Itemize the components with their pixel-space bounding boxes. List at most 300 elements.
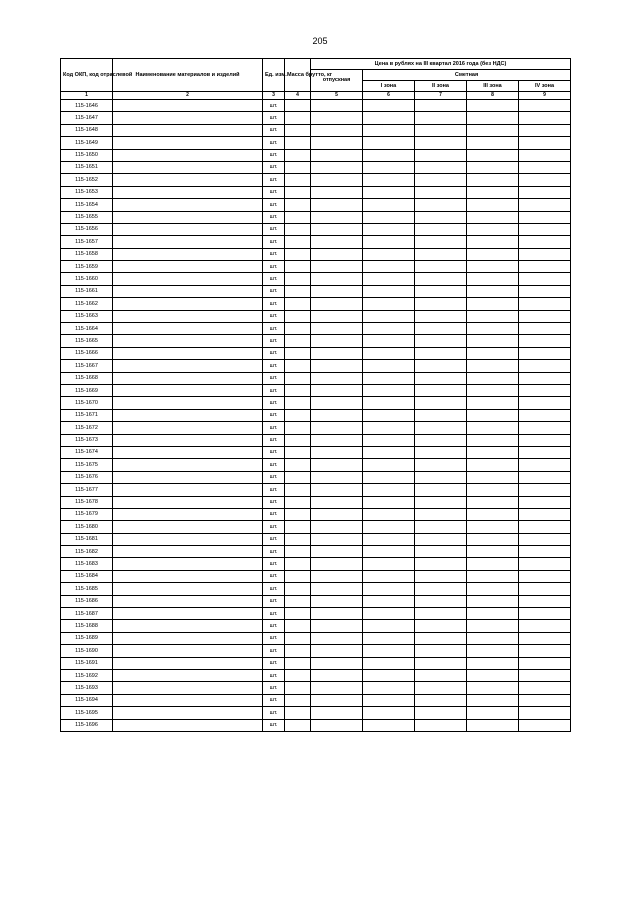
- unit-cell: шт.: [263, 335, 285, 347]
- name-cell: [113, 397, 263, 409]
- zone2-price-cell: [415, 694, 467, 706]
- table-row: [61, 682, 571, 694]
- table-row: [61, 347, 571, 359]
- column-number: 8: [467, 92, 519, 100]
- header-code: Код ОКП, код отраслевой: [61, 59, 113, 92]
- unit-cell: шт.: [263, 100, 285, 112]
- zone2-price-cell: [415, 186, 467, 198]
- code-cell: 115-1686: [61, 595, 113, 607]
- zone4-price-cell: [519, 236, 571, 248]
- name-cell: [113, 360, 263, 372]
- name-cell: [113, 211, 263, 223]
- zone1-price-cell: [363, 620, 415, 632]
- zone1-price-cell: [363, 335, 415, 347]
- mass-cell: [285, 546, 311, 558]
- code-cell: 115-1677: [61, 484, 113, 496]
- table-row: [61, 595, 571, 607]
- table-row: [61, 496, 571, 508]
- mass-cell: [285, 682, 311, 694]
- zone1-price-cell: [363, 546, 415, 558]
- zone2-price-cell: [415, 669, 467, 681]
- table-row: [61, 707, 571, 719]
- name-cell: [113, 533, 263, 545]
- release-price-cell: [311, 174, 363, 186]
- zone3-price-cell: [467, 533, 519, 545]
- code-cell: 115-1679: [61, 508, 113, 520]
- table-row: [61, 298, 571, 310]
- table-row: [61, 669, 571, 681]
- table-row: [61, 149, 571, 161]
- code-cell: 115-1691: [61, 657, 113, 669]
- zone3-price-cell: [467, 583, 519, 595]
- code-cell: 115-1652: [61, 174, 113, 186]
- table-row: [61, 645, 571, 657]
- release-price-cell: [311, 546, 363, 558]
- mass-cell: [285, 323, 311, 335]
- unit-cell: шт.: [263, 459, 285, 471]
- zone4-price-cell: [519, 124, 571, 136]
- zone1-price-cell: [363, 459, 415, 471]
- mass-cell: [285, 112, 311, 124]
- header-unit: Ед. изм.: [263, 59, 285, 92]
- zone1-price-cell: [363, 137, 415, 149]
- unit-cell: шт.: [263, 558, 285, 570]
- zone1-price-cell: [363, 434, 415, 446]
- mass-cell: [285, 583, 311, 595]
- zone1-price-cell: [363, 149, 415, 161]
- zone3-price-cell: [467, 100, 519, 112]
- zone3-price-cell: [467, 335, 519, 347]
- table-row: [61, 124, 571, 136]
- zone2-price-cell: [415, 558, 467, 570]
- name-cell: [113, 285, 263, 297]
- table-row: [61, 384, 571, 396]
- release-price-cell: [311, 323, 363, 335]
- zone2-price-cell: [415, 236, 467, 248]
- zone4-price-cell: [519, 335, 571, 347]
- zone3-price-cell: [467, 149, 519, 161]
- zone3-price-cell: [467, 682, 519, 694]
- zone4-price-cell: [519, 521, 571, 533]
- code-cell: 115-1694: [61, 694, 113, 706]
- table-row: [61, 546, 571, 558]
- column-number: 1: [61, 92, 113, 100]
- unit-cell: шт.: [263, 285, 285, 297]
- release-price-cell: [311, 632, 363, 644]
- code-cell: 115-1692: [61, 669, 113, 681]
- unit-cell: шт.: [263, 570, 285, 582]
- zone1-price-cell: [363, 347, 415, 359]
- zone4-price-cell: [519, 310, 571, 322]
- zone3-price-cell: [467, 669, 519, 681]
- zone4-price-cell: [519, 100, 571, 112]
- unit-cell: шт.: [263, 174, 285, 186]
- release-price-cell: [311, 335, 363, 347]
- mass-cell: [285, 471, 311, 483]
- mass-cell: [285, 707, 311, 719]
- zone2-price-cell: [415, 112, 467, 124]
- mass-cell: [285, 347, 311, 359]
- zone2-price-cell: [415, 137, 467, 149]
- release-price-cell: [311, 298, 363, 310]
- table-row: [61, 137, 571, 149]
- column-numbers-row: [61, 92, 571, 100]
- zone3-price-cell: [467, 323, 519, 335]
- zone3-price-cell: [467, 595, 519, 607]
- code-cell: 115-1678: [61, 496, 113, 508]
- column-number: 9: [519, 92, 571, 100]
- zone1-price-cell: [363, 496, 415, 508]
- zone3-price-cell: [467, 719, 519, 731]
- zone4-price-cell: [519, 570, 571, 582]
- name-cell: [113, 161, 263, 173]
- unit-cell: шт.: [263, 682, 285, 694]
- mass-cell: [285, 496, 311, 508]
- unit-cell: шт.: [263, 236, 285, 248]
- zone2-price-cell: [415, 298, 467, 310]
- zone3-price-cell: [467, 372, 519, 384]
- zone2-price-cell: [415, 360, 467, 372]
- unit-cell: шт.: [263, 360, 285, 372]
- release-price-cell: [311, 583, 363, 595]
- header-zone-1: I зона: [363, 81, 415, 92]
- code-cell: 115-1684: [61, 570, 113, 582]
- mass-cell: [285, 484, 311, 496]
- code-cell: 115-1683: [61, 558, 113, 570]
- mass-cell: [285, 335, 311, 347]
- zone2-price-cell: [415, 248, 467, 260]
- zone4-price-cell: [519, 459, 571, 471]
- code-cell: 115-1648: [61, 124, 113, 136]
- code-cell: 115-1662: [61, 298, 113, 310]
- zone2-price-cell: [415, 521, 467, 533]
- unit-cell: шт.: [263, 409, 285, 421]
- zone3-price-cell: [467, 223, 519, 235]
- mass-cell: [285, 174, 311, 186]
- code-cell: 115-1671: [61, 409, 113, 421]
- mass-cell: [285, 285, 311, 297]
- zone3-price-cell: [467, 546, 519, 558]
- zone4-price-cell: [519, 496, 571, 508]
- unit-cell: шт.: [263, 161, 285, 173]
- release-price-cell: [311, 471, 363, 483]
- zone2-price-cell: [415, 174, 467, 186]
- zone3-price-cell: [467, 434, 519, 446]
- code-cell: 115-1670: [61, 397, 113, 409]
- zone4-price-cell: [519, 298, 571, 310]
- zone3-price-cell: [467, 347, 519, 359]
- zone4-price-cell: [519, 223, 571, 235]
- zone1-price-cell: [363, 471, 415, 483]
- code-cell: 115-1656: [61, 223, 113, 235]
- release-price-cell: [311, 347, 363, 359]
- name-cell: [113, 100, 263, 112]
- table-row: [61, 323, 571, 335]
- release-price-cell: [311, 261, 363, 273]
- zone3-price-cell: [467, 471, 519, 483]
- zone2-price-cell: [415, 409, 467, 421]
- code-cell: 115-1688: [61, 620, 113, 632]
- zone1-price-cell: [363, 422, 415, 434]
- zone3-price-cell: [467, 124, 519, 136]
- release-price-cell: [311, 397, 363, 409]
- name-cell: [113, 446, 263, 458]
- mass-cell: [285, 595, 311, 607]
- mass-cell: [285, 521, 311, 533]
- zone3-price-cell: [467, 174, 519, 186]
- table-row: [61, 446, 571, 458]
- zone1-price-cell: [363, 384, 415, 396]
- header-estimate: Сметная: [363, 70, 571, 81]
- mass-cell: [285, 459, 311, 471]
- column-number: 7: [415, 92, 467, 100]
- table-row: [61, 397, 571, 409]
- zone2-price-cell: [415, 273, 467, 285]
- unit-cell: шт.: [263, 112, 285, 124]
- mass-cell: [285, 446, 311, 458]
- unit-cell: шт.: [263, 632, 285, 644]
- mass-cell: [285, 409, 311, 421]
- unit-cell: шт.: [263, 124, 285, 136]
- zone2-price-cell: [415, 546, 467, 558]
- name-cell: [113, 583, 263, 595]
- table-row: [61, 285, 571, 297]
- code-cell: 115-1693: [61, 682, 113, 694]
- zone1-price-cell: [363, 446, 415, 458]
- column-number: 2: [113, 92, 263, 100]
- zone4-price-cell: [519, 149, 571, 161]
- table-row: [61, 583, 571, 595]
- zone2-price-cell: [415, 595, 467, 607]
- zone4-price-cell: [519, 471, 571, 483]
- code-cell: 115-1672: [61, 422, 113, 434]
- unit-cell: шт.: [263, 186, 285, 198]
- code-cell: 115-1675: [61, 459, 113, 471]
- zone2-price-cell: [415, 446, 467, 458]
- zone1-price-cell: [363, 199, 415, 211]
- unit-cell: шт.: [263, 434, 285, 446]
- unit-cell: шт.: [263, 211, 285, 223]
- release-price-cell: [311, 248, 363, 260]
- table-row: [61, 248, 571, 260]
- zone3-price-cell: [467, 409, 519, 421]
- unit-cell: шт.: [263, 595, 285, 607]
- zone3-price-cell: [467, 310, 519, 322]
- zone2-price-cell: [415, 223, 467, 235]
- release-price-cell: [311, 558, 363, 570]
- zone3-price-cell: [467, 360, 519, 372]
- zone4-price-cell: [519, 199, 571, 211]
- zone1-price-cell: [363, 707, 415, 719]
- zone2-price-cell: [415, 261, 467, 273]
- zone2-price-cell: [415, 496, 467, 508]
- zone1-price-cell: [363, 211, 415, 223]
- zone2-price-cell: [415, 434, 467, 446]
- unit-cell: шт.: [263, 273, 285, 285]
- zone1-price-cell: [363, 248, 415, 260]
- zone2-price-cell: [415, 335, 467, 347]
- code-cell: 115-1666: [61, 347, 113, 359]
- zone4-price-cell: [519, 285, 571, 297]
- unit-cell: шт.: [263, 508, 285, 520]
- zone3-price-cell: [467, 199, 519, 211]
- code-cell: 115-1681: [61, 533, 113, 545]
- unit-cell: шт.: [263, 446, 285, 458]
- release-price-cell: [311, 236, 363, 248]
- unit-cell: шт.: [263, 471, 285, 483]
- zone4-price-cell: [519, 694, 571, 706]
- zone1-price-cell: [363, 161, 415, 173]
- release-price-cell: [311, 149, 363, 161]
- table-row: [61, 434, 571, 446]
- name-cell: [113, 645, 263, 657]
- table-row: [61, 335, 571, 347]
- unit-cell: шт.: [263, 137, 285, 149]
- table-row: [61, 409, 571, 421]
- release-price-cell: [311, 186, 363, 198]
- unit-cell: шт.: [263, 372, 285, 384]
- code-cell: 115-1664: [61, 323, 113, 335]
- name-cell: [113, 248, 263, 260]
- release-price-cell: [311, 112, 363, 124]
- release-price-cell: [311, 459, 363, 471]
- zone1-price-cell: [363, 583, 415, 595]
- table-row: [61, 570, 571, 582]
- header-zone-2: II зона: [415, 81, 467, 92]
- code-cell: 115-1682: [61, 546, 113, 558]
- price-table: [60, 58, 571, 732]
- unit-cell: шт.: [263, 546, 285, 558]
- zone1-price-cell: [363, 669, 415, 681]
- mass-cell: [285, 137, 311, 149]
- zone2-price-cell: [415, 124, 467, 136]
- name-cell: [113, 570, 263, 582]
- table-row: [61, 508, 571, 520]
- mass-cell: [285, 657, 311, 669]
- header-zone-3: III зона: [467, 81, 519, 92]
- release-price-cell: [311, 310, 363, 322]
- zone4-price-cell: [519, 533, 571, 545]
- zone4-price-cell: [519, 707, 571, 719]
- mass-cell: [285, 161, 311, 173]
- release-price-cell: [311, 620, 363, 632]
- code-cell: 115-1657: [61, 236, 113, 248]
- zone3-price-cell: [467, 459, 519, 471]
- release-price-cell: [311, 434, 363, 446]
- code-cell: 115-1649: [61, 137, 113, 149]
- mass-cell: [285, 620, 311, 632]
- table-row: [61, 310, 571, 322]
- mass-cell: [285, 645, 311, 657]
- name-cell: [113, 199, 263, 211]
- zone3-price-cell: [467, 694, 519, 706]
- release-price-cell: [311, 682, 363, 694]
- code-cell: 115-1660: [61, 273, 113, 285]
- release-price-cell: [311, 484, 363, 496]
- zone2-price-cell: [415, 484, 467, 496]
- zone4-price-cell: [519, 595, 571, 607]
- mass-cell: [285, 273, 311, 285]
- zone3-price-cell: [467, 261, 519, 273]
- zone1-price-cell: [363, 595, 415, 607]
- unit-cell: шт.: [263, 397, 285, 409]
- release-price-cell: [311, 707, 363, 719]
- table-row: [61, 273, 571, 285]
- zone4-price-cell: [519, 422, 571, 434]
- code-cell: 115-1673: [61, 434, 113, 446]
- zone4-price-cell: [519, 558, 571, 570]
- mass-cell: [285, 100, 311, 112]
- zone1-price-cell: [363, 521, 415, 533]
- unit-cell: шт.: [263, 669, 285, 681]
- unit-cell: шт.: [263, 496, 285, 508]
- release-price-cell: [311, 137, 363, 149]
- name-cell: [113, 719, 263, 731]
- zone3-price-cell: [467, 285, 519, 297]
- zone3-price-cell: [467, 657, 519, 669]
- zone2-price-cell: [415, 161, 467, 173]
- zone3-price-cell: [467, 484, 519, 496]
- zone2-price-cell: [415, 620, 467, 632]
- unit-cell: шт.: [263, 310, 285, 322]
- zone1-price-cell: [363, 186, 415, 198]
- zone2-price-cell: [415, 199, 467, 211]
- zone2-price-cell: [415, 533, 467, 545]
- zone3-price-cell: [467, 248, 519, 260]
- table-row: [61, 422, 571, 434]
- zone3-price-cell: [467, 496, 519, 508]
- name-cell: [113, 323, 263, 335]
- unit-cell: шт.: [263, 323, 285, 335]
- zone4-price-cell: [519, 669, 571, 681]
- table-row: [61, 199, 571, 211]
- zone1-price-cell: [363, 484, 415, 496]
- zone4-price-cell: [519, 261, 571, 273]
- table-row: [61, 174, 571, 186]
- table-row: [61, 694, 571, 706]
- code-cell: 115-1655: [61, 211, 113, 223]
- table-row: [61, 459, 571, 471]
- header-release: отпускная: [311, 70, 363, 92]
- release-price-cell: [311, 595, 363, 607]
- zone1-price-cell: [363, 261, 415, 273]
- zone1-price-cell: [363, 657, 415, 669]
- zone3-price-cell: [467, 211, 519, 223]
- name-cell: [113, 521, 263, 533]
- zone3-price-cell: [467, 620, 519, 632]
- name-cell: [113, 707, 263, 719]
- zone3-price-cell: [467, 632, 519, 644]
- unit-cell: шт.: [263, 384, 285, 396]
- code-cell: 115-1696: [61, 719, 113, 731]
- zone2-price-cell: [415, 285, 467, 297]
- mass-cell: [285, 558, 311, 570]
- release-price-cell: [311, 161, 363, 173]
- code-cell: 115-1659: [61, 261, 113, 273]
- zone1-price-cell: [363, 409, 415, 421]
- table-row: [61, 112, 571, 124]
- code-cell: 115-1650: [61, 149, 113, 161]
- column-number: 3: [263, 92, 285, 100]
- zone2-price-cell: [415, 657, 467, 669]
- release-price-cell: [311, 657, 363, 669]
- table-row: [61, 372, 571, 384]
- release-price-cell: [311, 496, 363, 508]
- table-row: [61, 236, 571, 248]
- name-cell: [113, 149, 263, 161]
- zone4-price-cell: [519, 211, 571, 223]
- table-row: [61, 186, 571, 198]
